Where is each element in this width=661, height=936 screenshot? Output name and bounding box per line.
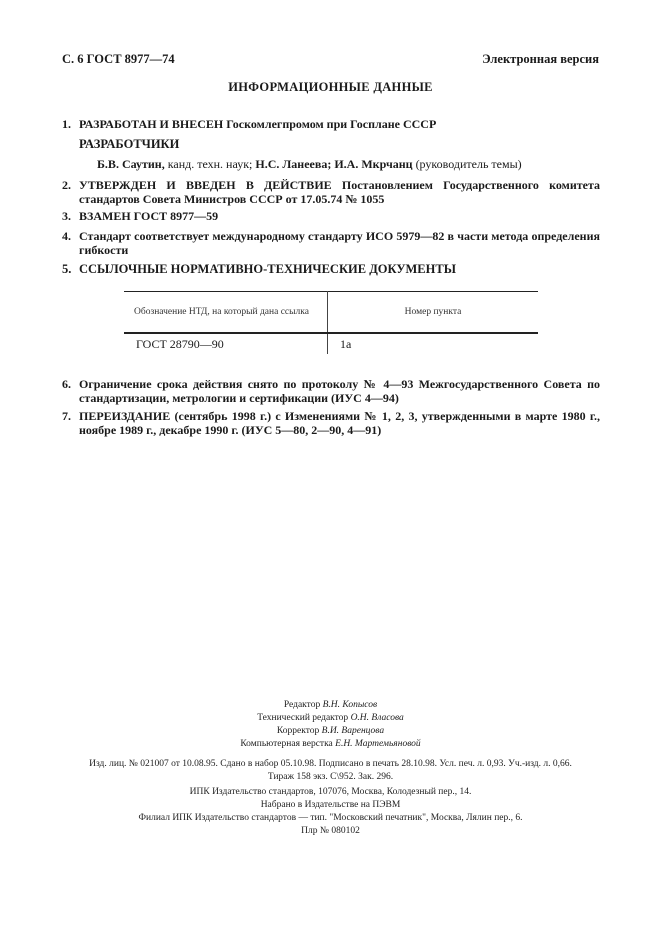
tech-editor-label: Технический редактор: [257, 713, 351, 723]
layout-label: Компьютерная верстка: [240, 739, 336, 749]
column-header-document: Обозначение НТД, на который дана ссылка: [124, 292, 328, 334]
item-number: 2.: [62, 178, 71, 192]
imprint-publisher-line-1: ИПК Издательство стандартов, 107076, Москва, Колодезный пер., 14.: [189, 787, 472, 797]
imprint-tech-editor: [0, 712, 661, 725]
item-number: 1.: [62, 117, 71, 131]
item-text: ПЕРЕИЗДАНИЕ (сентябрь 1998 г.) с Изменениями № 1, 2, 3, утвержденными в марте 1980 г., ноябре 1989 г., декабре 1990 г. (ИУС 5—80, 2—90, 4—91): [79, 409, 600, 437]
item-text: Стандарт соответствует международному стандарту ИСО 5979—82 в части метода определения гибкости: [79, 229, 600, 257]
item-number: 3.: [62, 209, 71, 223]
item-text: ССЫЛОЧНЫЕ НОРМАТИВНО-ТЕХНИЧЕСКИЕ ДОКУМЕНТЫ: [79, 262, 456, 276]
imprint-layout: [0, 738, 661, 751]
info-item-1: [62, 117, 600, 131]
imprint-corrector: [0, 725, 661, 738]
developer-role: (руководитель темы): [412, 157, 522, 171]
info-item-6: [62, 377, 600, 405]
layout-name: Е.Н. Мартемьяновой: [335, 739, 421, 749]
page-header-version: Электронная версия: [482, 52, 599, 66]
tech-editor-name: О.Н. Власова: [350, 713, 404, 723]
item-text: ВЗАМЕН ГОСТ 8977—59: [79, 209, 219, 223]
editor-name: В.Н. Копысов: [322, 700, 378, 710]
imprint-print-line-2: Тираж 158 экз. С\952. Зак. 296.: [267, 772, 394, 782]
corrector-name: В.И. Варенцова: [321, 726, 385, 736]
item-text: РАЗРАБОТАН И ВНЕСЕН Госкомлегпромом при Госплане СССР: [79, 117, 437, 131]
page-header-standard: С. 6 ГОСТ 8977—74: [62, 52, 175, 66]
info-item-2: [62, 178, 600, 206]
item-text: Ограничение срока действия снято по протоколу № 4—93 Межгосударственного Совета по стандартизации, метрологии и сертификации (ИУС 4—94): [79, 377, 600, 405]
imprint-publisher-line-4: Плр № 080102: [301, 826, 360, 836]
item-number: 5.: [62, 262, 72, 276]
references-table: [124, 291, 538, 354]
column-header-clause: Номер пункта: [404, 307, 462, 317]
info-item-7: [62, 409, 600, 437]
info-item-4: [62, 229, 600, 257]
developer-name-1: Б.В. Саутин,: [97, 157, 165, 171]
table-row: [124, 333, 538, 354]
developer-title-1: канд. техн. наук;: [164, 157, 256, 171]
info-item-3: [62, 209, 600, 223]
imprint-publisher-line-3: Филиал ИПК Издательство стандартов — тип. "Московский печатник", Москва, Лялин пер., 6.: [138, 813, 523, 823]
corrector-label: Корректор: [276, 726, 322, 736]
item-number: 6.: [62, 377, 71, 391]
cell-document: ГОСТ 28790—90: [124, 333, 328, 354]
page-title: ИНФОРМАЦИОННЫЕ ДАННЫЕ: [228, 80, 433, 94]
imprint-editor: [0, 699, 661, 712]
item-number: 4.: [62, 229, 71, 243]
item-text: УТВЕРЖДЕН И ВВЕДЕН В ДЕЙСТВИЕ Постановлением Государственного комитета стандартов Совета Министров СССР от 17.05.74 № 1055: [79, 178, 600, 206]
developers-heading: РАЗРАБОТЧИКИ: [79, 137, 180, 151]
table-header-row: [124, 292, 538, 334]
editor-label: Редактор: [283, 700, 323, 710]
item-number: 7.: [62, 409, 71, 423]
developer-names-2: Н.С. Ланеева; И.А. Мкрчанц: [255, 157, 413, 171]
cell-clause: 1а: [340, 336, 352, 351]
imprint-print-line-1: Изд. лиц. № 021007 от 10.08.95. Сдано в набор 05.10.98. Подписано в печать 28.10.98. Усл. печ. л. 0,93. Уч.-изд. л. 0,66.: [89, 759, 572, 769]
imprint-publisher-line-2: Набрано в Издательстве на ПЭВМ: [260, 800, 401, 810]
developers-list: [97, 157, 522, 172]
info-item-5: [62, 262, 600, 276]
